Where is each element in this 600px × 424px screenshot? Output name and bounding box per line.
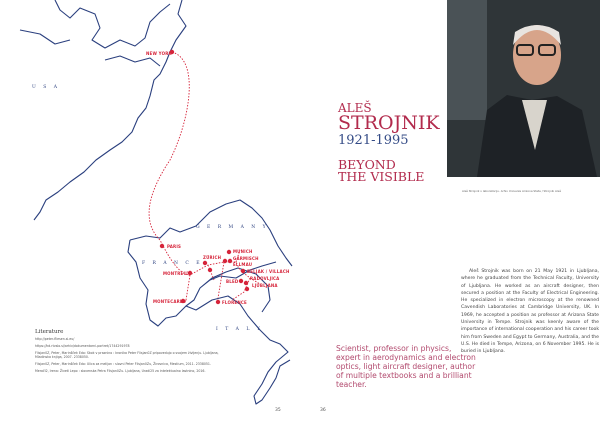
city-marker: [227, 250, 231, 254]
literature-heading: Literature: [35, 329, 64, 335]
page-number-right: 36: [320, 408, 326, 413]
page-number-left: 35: [275, 408, 281, 413]
subtitle-line-1: BEYOND: [338, 157, 396, 172]
city-label: LJUBLJANA: [252, 283, 278, 288]
first-name: ALEŠ: [338, 101, 372, 115]
city-marker: [223, 259, 227, 263]
city-marker: [228, 259, 232, 263]
city-marker: [216, 300, 220, 304]
great-lakes-outline: [20, 0, 170, 66]
literature-item: Flisjan0Z, Peter, Marinšček Edo: Skok v praznino : kronika Peter Flisjan0Z pripovedujo o svojem življenju. Ljubljana, Mladinska knjiga, 2007. 2338050.: [35, 350, 219, 359]
city-label: BELJAK / VILLACH: [247, 269, 290, 274]
subtitle-line-2: THE VISIBLE: [338, 169, 425, 184]
city-label: NEW YORK: [146, 51, 172, 56]
city-label: MONTREUX: [163, 271, 191, 276]
literature-item: Merači2, Irena: Živeti Lepo : slovenska Petra Flisjan0Zu. Ljubljana, Uradi25 za intelektualno lastnino, 2016.: [35, 368, 206, 373]
city-marker: [241, 269, 245, 273]
city-label: MONTECARLO: [153, 299, 187, 304]
country-label-germany: G E R M A N Y: [196, 225, 269, 230]
pull-quote: Scientist, professor in physics, expert in aerodynamics and electron optics, light aircraft designer, author of multiple textbooks and a brilliant teacher.: [336, 344, 476, 389]
biography-text: Aleš Strojnik was born on 21 May 1921 in Ljubljana, where he graduated from the Technical Faculty, University of Ljubljana. He worked as an aircraft designer, then secured a position at the Faculty of Electrical Engineering. He specialized in electron microscopy at the renowned Cavendish Laboratories at Cambridge University, UK. In 1969, he accepted a position as professor at Arizona State University in Tempe. Strojnik was keenly aware of the importance of international cooperation and his career took him from Sweden and Egypt to Germany, Australia, and the U.S. He died in Tempe, Arizona, on 6 November 1995. He is buried in Ljubljana.: [461, 269, 599, 355]
literature-item: https://kd.rtvslo.si/arhiv/dokumentarni-portret/1744291978: [35, 344, 130, 348]
city-label: MUNICH: [233, 249, 253, 254]
photo-caption: Aleš Strojnik v laboratoriju. Arhiv Univerze Arizona State / Strojnik Aleš: [462, 189, 561, 193]
city-marker: [245, 287, 249, 291]
city-label: ZÜRICH: [203, 255, 222, 260]
literature-item: http://peter-fliesen.si.eu/: [35, 337, 75, 342]
city-marker: [208, 268, 212, 272]
city-marker: [160, 244, 164, 248]
city-label: ELLMAU: [233, 262, 253, 267]
city-label: PARIS: [167, 244, 182, 249]
city-label: RADOVLJICA: [250, 276, 280, 281]
life-years: 1921-1995: [338, 133, 409, 148]
title-block: [338, 102, 440, 183]
city-marker: [239, 279, 243, 283]
literature-section: [35, 330, 235, 375]
city-label: FLORENCE: [222, 300, 247, 305]
country-label-italy: I T A L Y: [216, 327, 263, 332]
city-label: BLED: [226, 279, 239, 284]
portrait-photo: [447, 0, 600, 177]
country-label-usa: U S A: [32, 85, 60, 90]
country-label-france: F R A N C E: [142, 261, 203, 266]
city-marker: [244, 281, 248, 285]
literature-item: Flisjan0Z, Peter, Marinšček Edo: Ulica za melijon : slovni Peter Flisjan0Zu, Žirovnica, Mestium, 2011. 2338051.: [35, 361, 211, 366]
last-name: STROJNIK: [338, 112, 440, 134]
city-marker: [203, 261, 207, 265]
city-label: GARMISCH: [233, 256, 259, 261]
us-coastline: [34, 0, 186, 220]
